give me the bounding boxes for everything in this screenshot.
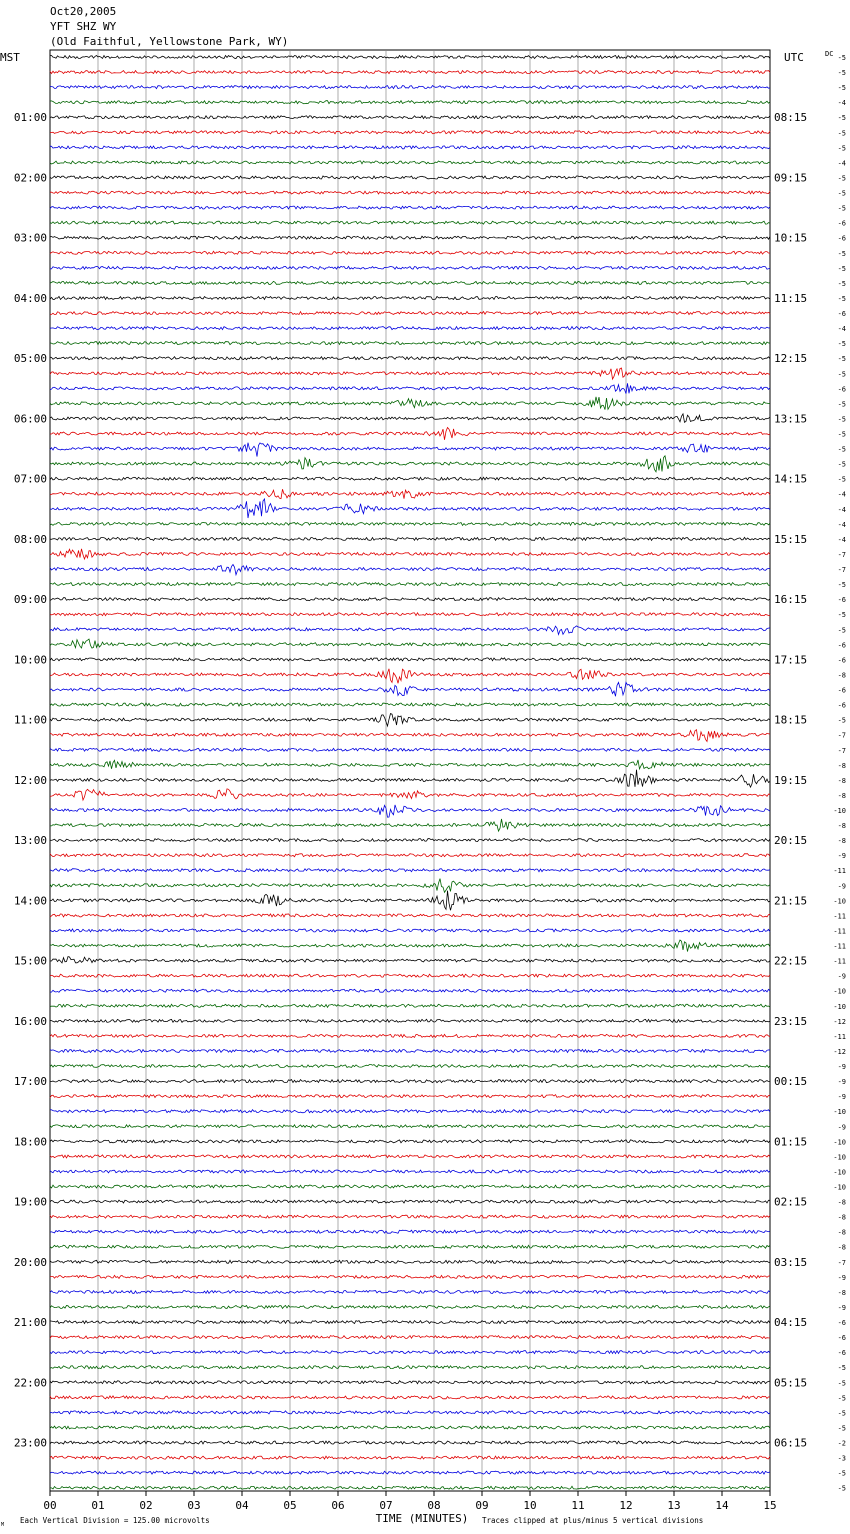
trace-line (50, 397, 770, 410)
right-hour-label: 04:15 (774, 1316, 808, 1330)
trace-line (50, 1351, 770, 1354)
trace-line (50, 1065, 770, 1068)
dc-offset-label: -5 (837, 370, 846, 379)
dc-offset-label: -4 (837, 490, 846, 499)
dc-offset-label: -9 (837, 1123, 846, 1132)
left-hour-label: 16:00 (13, 1014, 47, 1028)
trace-line (50, 443, 770, 457)
x-tick-label: 07 (379, 1499, 393, 1512)
x-tick-label: 04 (235, 1499, 249, 1512)
trace-line (50, 206, 770, 209)
left-hour-label: 11:00 (13, 713, 47, 727)
right-hour-label: 06:15 (774, 1436, 808, 1450)
dc-offset-label: -8 (837, 1198, 846, 1207)
left-axis-label: MST (0, 51, 20, 64)
trace-line (50, 1245, 770, 1248)
dc-offset-label: -6 (837, 234, 846, 243)
dc-offset-label: -9 (837, 1303, 846, 1312)
right-axis-label: UTC (784, 51, 804, 64)
station-code: YFT SHZ WY (50, 20, 117, 33)
trace-line (50, 839, 770, 842)
dc-offset-label: -12 (833, 1017, 846, 1026)
x-tick-label: 03 (187, 1499, 201, 1512)
plot-date: Oct20,2005 (50, 5, 117, 18)
trace-line (50, 1140, 770, 1143)
trace-group (50, 56, 770, 1490)
right-hour-label: 09:15 (774, 171, 808, 185)
dc-offset-label: -11 (833, 927, 846, 936)
trace-line (50, 598, 770, 601)
trace-line (50, 86, 770, 89)
dc-offset-label: -9 (837, 1093, 846, 1102)
x-tick-label: 11 (571, 1499, 585, 1512)
trace-line (50, 221, 770, 224)
left-hour-label: 08:00 (13, 532, 47, 546)
trace-line (50, 940, 770, 952)
trace-line (50, 626, 770, 635)
dc-offset-label: -5 (837, 415, 846, 424)
left-hour-label: 12:00 (13, 773, 47, 787)
dc-offset-label: -9 (837, 1078, 846, 1087)
left-hour-label: 05:00 (13, 352, 47, 366)
trace-line (50, 1155, 770, 1158)
dc-offset-label: -5 (837, 1484, 846, 1493)
trace-line (50, 1050, 770, 1053)
dc-offset-label: -5 (837, 460, 846, 469)
left-hour-label: 01:00 (13, 111, 47, 125)
trace-line (50, 1336, 770, 1339)
x-tick-label: 15 (763, 1499, 777, 1512)
trace-line (50, 669, 770, 684)
dc-offset-label: -6 (837, 641, 846, 650)
dc-offset-label: -6 (837, 686, 846, 695)
dc-offset-label: -4 (837, 99, 846, 108)
trace-line (50, 819, 770, 831)
dc-offset-label: -6 (837, 1334, 846, 1343)
dc-offset-label: -7 (837, 1258, 846, 1267)
trace-line (50, 368, 770, 379)
dc-offset-label: -4 (837, 505, 846, 514)
dc-offset-label: -2 (837, 1439, 846, 1448)
right-hour-label: 19:15 (774, 773, 808, 787)
left-hour-label: 23:00 (13, 1436, 47, 1450)
right-hour-label: 13:15 (774, 412, 808, 426)
trace-line (50, 1396, 770, 1399)
dc-offset-label: -5 (837, 1424, 846, 1433)
trace-line (50, 101, 770, 104)
trace-line (50, 879, 770, 893)
dc-offset-label: -4 (837, 520, 846, 529)
left-hour-label: 13:00 (13, 834, 47, 848)
trace-line (50, 1306, 770, 1309)
dc-offset-label: -4 (837, 535, 846, 544)
dc-offset-label: -9 (837, 882, 846, 891)
trace-line (50, 891, 770, 911)
x-tick-label: 09 (475, 1499, 489, 1512)
vertical-division-note: Each Vertical Division = 125.00 microvolts (20, 1516, 210, 1525)
trace-line (50, 1080, 770, 1083)
trace-line (50, 1170, 770, 1173)
trace-line (50, 236, 770, 239)
trace-line (50, 1486, 770, 1489)
right-hour-label: 12:15 (774, 352, 808, 366)
dc-offset-label: -5 (837, 581, 846, 590)
trace-line (50, 789, 770, 800)
dc-offset-label: -5 (837, 84, 846, 93)
dc-offset-label: -9 (837, 972, 846, 981)
trace-line (50, 760, 770, 769)
trace-line (50, 730, 770, 742)
dc-offset-label: -5 (837, 1379, 846, 1388)
trace-line (50, 1004, 770, 1007)
right-hour-label: 16:15 (774, 593, 808, 607)
dc-offset-label: -10 (833, 1002, 846, 1011)
left-hour-label: 22:00 (13, 1376, 47, 1390)
trace-line (50, 682, 770, 696)
trace-line (50, 266, 770, 269)
dc-offset-label: -11 (833, 867, 846, 876)
trace-line (50, 1290, 770, 1293)
dc-offset-label: -5 (837, 611, 846, 620)
dc-offset-label: -9 (837, 852, 846, 861)
dc-offset-label: -9 (837, 1063, 846, 1072)
trace-line (50, 1456, 770, 1459)
left-hour-label: 10:00 (13, 653, 47, 667)
dc-offset-label: -8 (837, 791, 846, 800)
dc-offset-label: -4 (837, 325, 846, 334)
dc-offset-label: -5 (837, 1409, 846, 1418)
dc-offset-label: -8 (837, 1213, 846, 1222)
left-hour-label: 17:00 (13, 1075, 47, 1089)
trace-line (50, 56, 770, 59)
trace-line (50, 549, 770, 559)
trace-line (50, 1441, 770, 1444)
left-hour-label: 02:00 (13, 171, 47, 185)
dc-offset-label: -5 (837, 144, 846, 153)
dc-offset-label: -6 (837, 310, 846, 319)
left-hour-label: 20:00 (13, 1255, 47, 1269)
dc-offset-label: -10 (833, 1153, 846, 1162)
trace-line (50, 1426, 770, 1429)
trace-line (50, 1260, 770, 1263)
dc-offset-label: -10 (833, 1108, 846, 1117)
dc-offset-label: -5 (837, 54, 846, 62)
trace-line (50, 854, 770, 857)
dc-offset-label: -5 (837, 1364, 846, 1373)
dc-offset-label: -5 (837, 445, 846, 454)
x-tick-label: 13 (667, 1499, 681, 1512)
trace-line (50, 499, 770, 518)
dc-offset-label: -8 (837, 1228, 846, 1237)
trace-line (50, 428, 770, 440)
trace-line (50, 1185, 770, 1188)
clip-note: Traces clipped at plus/minus 5 vertical divisions (482, 1516, 704, 1525)
trace-line (50, 176, 770, 179)
dc-offset-label: -5 (837, 355, 846, 364)
dc-offset-label: -5 (837, 294, 846, 303)
left-hour-label: 07:00 (13, 472, 47, 486)
right-hour-label: 11:15 (774, 291, 808, 305)
right-hour-label: 08:15 (774, 111, 808, 125)
dc-offset-label: -5 (837, 204, 846, 213)
dc-offset-label: -6 (837, 1349, 846, 1358)
dc-offset-label: -5 (837, 475, 846, 484)
trace-line (50, 537, 770, 540)
right-hour-label: 02:15 (774, 1195, 808, 1209)
trace-line (50, 1366, 770, 1369)
trace-line (50, 613, 770, 616)
trace-line (50, 146, 770, 149)
trace-line (50, 281, 770, 284)
trace-line (50, 116, 770, 119)
trace-line (50, 456, 770, 472)
right-hour-label: 00:15 (774, 1075, 808, 1089)
dc-offset-label: -9 (837, 1273, 846, 1282)
trace-line (50, 383, 770, 393)
station-location: (Old Faithful, Yellowstone Park, WY) (50, 35, 289, 48)
x-tick-label: 08 (427, 1499, 441, 1512)
corner-mark: M (1, 1522, 5, 1528)
dc-offset-label: -6 (837, 1319, 846, 1328)
trace-line (50, 869, 770, 872)
dc-offset-label: -7 (837, 731, 846, 740)
right-hour-label: 21:15 (774, 894, 808, 908)
dc-offset-label: -5 (837, 189, 846, 198)
x-tick-label: 01 (91, 1499, 105, 1512)
trace-line (50, 357, 770, 360)
dc-offset-label: -6 (837, 701, 846, 710)
dc-offset-label: -5 (837, 430, 846, 439)
right-hour-label: 20:15 (774, 834, 808, 848)
x-tick-label: 10 (523, 1499, 537, 1512)
trace-line (50, 805, 770, 817)
right-hour-label: 05:15 (774, 1376, 808, 1390)
left-hour-label: 19:00 (13, 1195, 47, 1209)
trace-line (50, 489, 770, 499)
dc-label: DC (825, 50, 834, 58)
trace-line (50, 914, 770, 917)
dc-offset-label: -5 (837, 626, 846, 635)
trace-line (50, 522, 770, 525)
dc-offset-label: -5 (837, 264, 846, 273)
dc-offset-label: -10 (833, 1168, 846, 1177)
dc-offset-label: -8 (837, 837, 846, 846)
axis-label-group (14, 54, 846, 1512)
dc-offset-label: -5 (837, 174, 846, 183)
trace-line (50, 191, 770, 194)
dc-offset-label: -5 (837, 249, 846, 258)
trace-line (50, 1034, 770, 1037)
x-tick-label: 05 (283, 1499, 297, 1512)
right-hour-label: 03:15 (774, 1255, 808, 1269)
dc-offset-label: -5 (837, 1394, 846, 1403)
right-hour-label: 23:15 (774, 1014, 808, 1028)
dc-offset-label: -5 (837, 716, 846, 725)
trace-line (50, 1095, 770, 1098)
dc-offset-label: -10 (833, 1138, 846, 1147)
dc-offset-label: -8 (837, 761, 846, 770)
trace-line (50, 161, 770, 164)
right-hour-label: 14:15 (774, 472, 808, 486)
trace-line (50, 1381, 770, 1384)
trace-line (50, 312, 770, 315)
left-hour-label: 18:00 (13, 1135, 47, 1149)
x-tick-label: 06 (331, 1499, 345, 1512)
trace-line (50, 770, 770, 787)
left-hour-label: 21:00 (13, 1316, 47, 1330)
dc-offset-label: -10 (833, 897, 846, 906)
dc-offset-label: -6 (837, 596, 846, 605)
dc-offset-label: -7 (837, 566, 846, 575)
trace-line (50, 342, 770, 345)
dc-offset-label: -8 (837, 671, 846, 680)
x-tick-label: 14 (715, 1499, 729, 1512)
x-tick-label: 02 (139, 1499, 153, 1512)
left-hour-label: 14:00 (13, 894, 47, 908)
trace-line (50, 1411, 770, 1414)
trace-line (50, 251, 770, 254)
trace-line (50, 131, 770, 134)
dc-offset-label: -11 (833, 957, 846, 966)
left-hour-label: 09:00 (13, 593, 47, 607)
trace-line (50, 1200, 770, 1203)
trace-line (50, 957, 770, 963)
dc-offset-label: -5 (837, 114, 846, 123)
dc-offset-label: -7 (837, 746, 846, 755)
left-hour-label: 03:00 (13, 231, 47, 245)
dc-offset-label: -5 (837, 279, 846, 288)
x-tick-label: 12 (619, 1499, 633, 1512)
trace-line (50, 974, 770, 977)
trace-line (50, 477, 770, 480)
right-hour-label: 17:15 (774, 653, 808, 667)
trace-line (50, 71, 770, 74)
trace-line (50, 703, 770, 706)
dc-offset-label: -5 (837, 1469, 846, 1478)
dc-offset-label: -10 (833, 987, 846, 996)
dc-offset-label: -5 (837, 69, 846, 78)
trace-line (50, 929, 770, 932)
dc-offset-label: -10 (833, 807, 846, 815)
trace-line (50, 583, 770, 586)
dc-offset-label: -5 (837, 340, 846, 349)
left-hour-label: 04:00 (13, 291, 47, 305)
x-tick-label: 00 (43, 1499, 57, 1512)
trace-line (50, 1321, 770, 1324)
trace-line (50, 639, 770, 648)
dc-offset-label: -4 (837, 159, 846, 168)
trace-line (50, 714, 770, 726)
dc-offset-label: -8 (837, 822, 846, 831)
dc-offset-label: -5 (837, 129, 846, 138)
right-hour-label: 18:15 (774, 713, 808, 727)
dc-offset-label: -6 (837, 385, 846, 394)
trace-line (50, 1275, 770, 1278)
dc-offset-label: -12 (833, 1047, 846, 1056)
trace-line (50, 327, 770, 330)
trace-line (50, 1110, 770, 1113)
dc-offset-label: -11 (833, 1032, 846, 1041)
dc-offset-label: -11 (833, 912, 846, 921)
trace-line (50, 1215, 770, 1218)
dc-offset-label: -11 (833, 942, 846, 951)
left-hour-label: 15:00 (13, 954, 47, 968)
trace-line (50, 297, 770, 300)
trace-line (50, 989, 770, 992)
x-axis-title: TIME (MINUTES) (375, 1512, 469, 1525)
trace-line (50, 565, 770, 575)
trace-line (50, 414, 770, 422)
right-hour-label: 22:15 (774, 954, 808, 968)
dc-offset-label: -3 (837, 1454, 846, 1463)
trace-line (50, 748, 770, 751)
dc-offset-label: -6 (837, 656, 846, 665)
right-hour-label: 15:15 (774, 532, 808, 546)
dc-offset-label: -6 (837, 219, 846, 228)
right-hour-label: 10:15 (774, 231, 808, 245)
trace-line (50, 1230, 770, 1233)
dc-offset-label: -8 (837, 1243, 846, 1252)
trace-line (50, 658, 770, 661)
dc-offset-label: -10 (833, 1183, 846, 1192)
dc-offset-label: -8 (837, 776, 846, 785)
dc-offset-label: -5 (837, 400, 846, 409)
trace-line (50, 1019, 770, 1022)
right-hour-label: 01:15 (774, 1135, 808, 1149)
dc-offset-label: -8 (837, 1288, 846, 1297)
left-hour-label: 06:00 (13, 412, 47, 426)
trace-line (50, 1125, 770, 1128)
trace-line (50, 1471, 770, 1474)
dc-offset-label: -7 (837, 550, 846, 559)
